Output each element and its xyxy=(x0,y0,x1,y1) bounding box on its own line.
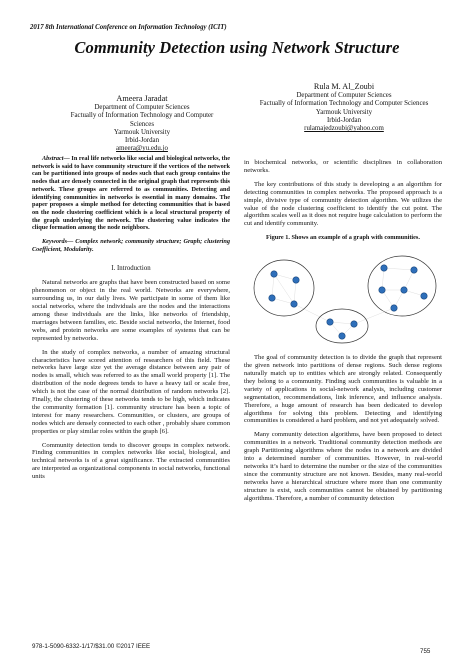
author-city: Irbid-Jordan xyxy=(326,116,362,124)
community-boundary xyxy=(368,256,436,316)
conference-header: 2017 8th International Conference on Information Technology (ICIT) xyxy=(30,24,227,31)
graph-node xyxy=(401,287,407,293)
author-name: Rula M. Al_Zoubi xyxy=(313,82,375,91)
graph-nodes xyxy=(269,265,427,339)
graph-node xyxy=(293,277,299,283)
community-graph-svg xyxy=(244,246,442,346)
intro-paragraph-1: Natural networks are graphs that have been constructed based on some phenomenon or object in the real world. Networks are everywhere, surrounding us, in our daily lives. We participate in some of them like social networks, where the individuals are the nodes and the interactions among these individuals are the links, like networks of friendship, marriages between families, etc. Beside social networks, the Internet, food webs, and protein networks are some examples of systems that can be represented by networks. xyxy=(32,279,230,342)
graph-node xyxy=(339,333,345,339)
author-email-link[interactable]: ameera@yu.edu.jo xyxy=(116,145,168,153)
figure-1-community-graph xyxy=(244,246,442,346)
abstract-text: In real life networks like social and biological networks, the network is said to have community structure if the vertices of the network can be partitioned into groups of nodes such that each group contains the nodes that are densely connected in the original graph that represents this network. These groups are referred to as communities. Detecting and identifying communities in networks is essential in many domains. The paper proposes a simple method for detecting communities that is based on the node clustering coefficient which is a local structural property of the graph underlying the network. The clustering value indicates the clique formation among the node neighbors. xyxy=(32,155,230,232)
author-block-1 xyxy=(64,94,220,154)
keywords: Keywords— Complex network; community structure; Graph; clustering Coefficient, Modularity. xyxy=(32,238,230,253)
author-name: Ameera Jaradat xyxy=(116,94,168,103)
abstract-lead: Abstract— xyxy=(42,155,70,162)
intro-paragraph-2: In the study of complex networks, a number of amazing structural characteristics have scored attention of researchers of this field. These networks have large size yet the average distance between any pair of nodes is small, which was referred to as the small world property [1]. The distribution of the node degrees tends to have a heavy tail or scale free, which is not the case of the normal distribution of random networks [2]. Finally, the clustering of these networks tends to be high, which indicates the community formation [1]. community structure has been a topic of interest for many researchers. Communities, or clusters, are groups of nodes which are densely connected to each other , probably share common properties or play similar roles within the graph [6]. xyxy=(32,348,230,435)
author-faculty: Factually of Information Technology and Computer Sciences xyxy=(70,112,214,128)
graph-edge xyxy=(330,322,354,324)
right-column xyxy=(244,159,442,502)
author-university: Yarmouk University xyxy=(315,108,373,116)
footer-isbn: 978-1-5090-6332-1/17/$31.00 ©2017 IEEE xyxy=(32,643,151,650)
author-department: Department of Computer Sciences xyxy=(296,92,392,99)
author-email-link[interactable]: rulamajedzoubi@yahoo.com xyxy=(304,125,384,133)
figure-caption: Figure 1. Shows an example of a graph with communities. xyxy=(266,234,420,242)
graph-edge xyxy=(354,308,394,324)
graph-node xyxy=(381,265,387,271)
graph-node xyxy=(271,271,277,277)
right-paragraph-2: The key contributions of this study is developing a an algorithm for detecting communities in complex networks. The proposed approach is a simple, divisive type of community detection algorithm. We utilizes the value of the node clustering coefficient to identify the cut point. The algorithm scales well as it does not require huge calculation to perform the cut and identify community. xyxy=(244,180,442,228)
author-city: Irbid-Jordan xyxy=(124,137,160,145)
graph-node xyxy=(411,267,417,273)
graph-node xyxy=(421,293,427,299)
graph-edge xyxy=(384,268,414,270)
right-paragraph-1: in biochemical networks, or scientific disciplines in collaboration networks. xyxy=(244,159,442,174)
page-number: 755 xyxy=(420,648,431,655)
section-heading-introduction: I. Introduction xyxy=(111,265,151,273)
graph-edge xyxy=(294,280,296,304)
graph-edge xyxy=(272,274,274,298)
author-university: Yarmouk University xyxy=(113,128,171,136)
left-column xyxy=(32,155,230,481)
author-department: Department of Computer Sciences xyxy=(94,104,190,111)
graph-node xyxy=(269,295,275,301)
graph-node xyxy=(291,301,297,307)
graph-node xyxy=(379,287,385,293)
right-paragraph-4: Many community detection algorithms, have been proposed to detect communities in a network. Traditional community detection methods are graph Partitioning algorithms where the nodes in a network are divided into a determined number of communities. However, in real-world networks it’s hard to determine the number or the size of the communities since the community structure are not known. Besides, many real-world networks have a hierarchical structure where more than one community structure is exist, such communities cannot be obtained by partitioning algorithms. Therefore, a number of community detection xyxy=(244,431,442,502)
graph-node xyxy=(391,305,397,311)
graph-node xyxy=(351,321,357,327)
graph-node xyxy=(327,319,333,325)
author-faculty: Factually of Information Technology and Computer Sciences xyxy=(259,100,429,108)
paper-title: Community Detection using Network Structure xyxy=(74,38,400,57)
intro-paragraph-3: Community detection tends to discover groups in complex network. Finding communities in complex networks like social, biological, and technical networks is of a great significance. The extracted communities are interpreted as organizational components in social networks, functional units xyxy=(32,441,230,481)
right-paragraph-3: The goal of community detection is to divide the graph that represent the given network into partitions of dense regions. Such dense regions naturally match up to entities which are strongly related. Consequently they belong to a community. Finding such communities is valuable in a variety of applications in social-network analysis, including customer segmentation, recommendations, link inference, and influence analysis. Therefore, a huge amount of research has been dedicated to develop algorithms for solving this problem. Detecting and identifying communities is considered a hard problem, and not yet adequately solved. xyxy=(244,354,442,425)
abstract xyxy=(32,155,230,232)
community-boundary xyxy=(254,260,314,316)
author-block-2 xyxy=(254,82,434,133)
